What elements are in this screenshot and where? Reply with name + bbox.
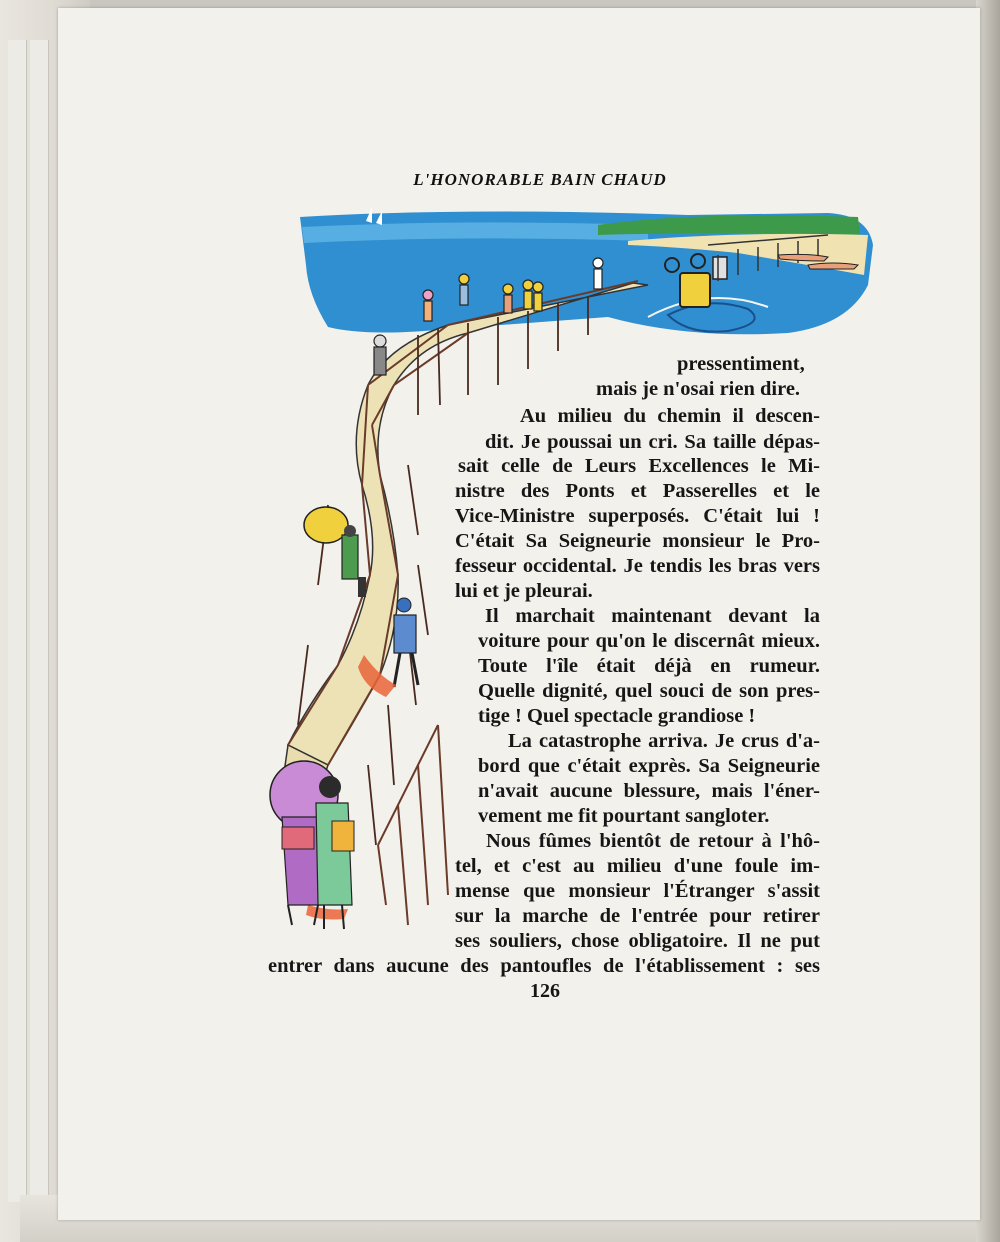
- text-line: lui et je pleurai.: [455, 580, 593, 602]
- text-line: Vice-Ministre superposés. C'était lui !: [455, 505, 820, 527]
- text-line: tel, et c'est au milieu d'une foule im-: [455, 855, 820, 877]
- text-line: Il marchait maintenant devant la: [485, 605, 820, 627]
- text-line: bord que c'était exprès. Sa Seigneurie: [478, 755, 820, 777]
- text-line: vement me fit pourtant sangloter.: [478, 805, 770, 827]
- text-line: voiture pour qu'on le discernât mieux.: [478, 630, 820, 652]
- text-line: n'avait aucune blessure, mais l'éner-: [478, 780, 820, 802]
- text-line: sait celle de Leurs Excellences le Mi-: [458, 455, 820, 477]
- text-line: mense que monsieur l'Étranger s'assit: [455, 880, 820, 902]
- text-line: Quelle dignité, quel souci de son pres-: [478, 680, 820, 702]
- text-line: fesseur occidental. Je tendis les bras vers: [455, 555, 820, 577]
- running-head: L'HONORABLE BAIN CHAUD: [413, 170, 667, 189]
- text-line: ses souliers, chose obligatoire. Il ne put: [455, 930, 820, 952]
- text-line: mais je n'osai rien dire.: [596, 378, 801, 400]
- text-line: dit. Je poussai un cri. Sa taille dépas-: [485, 431, 820, 453]
- text-line: tige ! Quel spectacle grandiose !: [478, 705, 756, 727]
- text-line: C'était Sa Seigneurie monsieur le Pro-: [455, 530, 820, 552]
- text-line: nistre des Ponts et Passerelles et le: [455, 480, 820, 502]
- text-line: sur la marche de l'entrée pour retirer: [455, 905, 820, 927]
- text-line: pressentiment,: [677, 353, 805, 375]
- text-line: Au milieu du chemin il descen-: [520, 405, 820, 427]
- text-line: entrer dans aucune des pantoufles de l'établissement : ses: [268, 955, 820, 977]
- text-line: Nous fûmes bientôt de retour à l'hô-: [486, 830, 820, 852]
- text-line: Toute l'île était déjà en rumeur.: [478, 655, 820, 677]
- text-line: La catastrophe arriva. Je crus d'a-: [508, 730, 820, 752]
- page-number: 126: [530, 980, 560, 1002]
